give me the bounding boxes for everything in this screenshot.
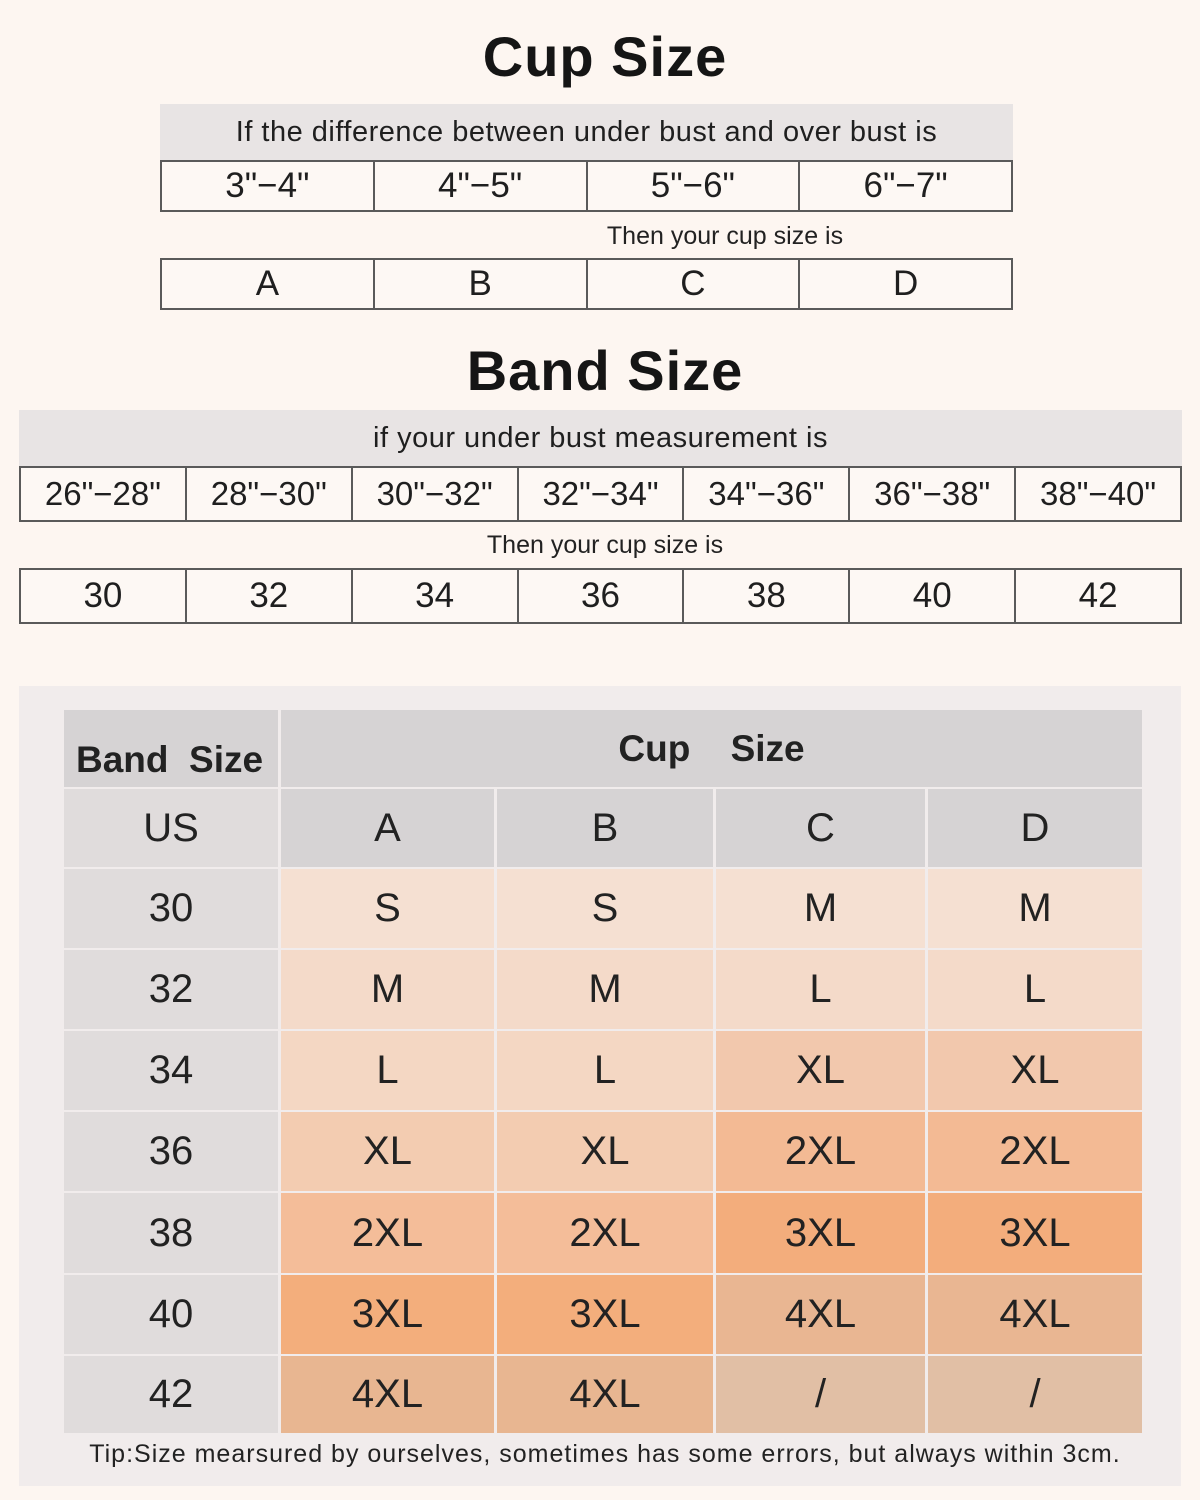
- cup-then-caption: Then your cup size is: [606, 222, 844, 250]
- size-cell: L: [281, 1031, 494, 1110]
- band-number-cell: 42: [1014, 570, 1180, 622]
- band-measurement-question: if your under bust measurement is: [19, 410, 1182, 466]
- cup-ranges-row: [160, 160, 1013, 212]
- band-number-cell: 36: [517, 570, 683, 622]
- band-number-cell: 32: [185, 570, 351, 622]
- cup-range-cell: 6"−7": [798, 162, 1011, 210]
- cup-column-header: D: [928, 789, 1142, 867]
- band-row-label: 32: [64, 950, 278, 1029]
- cup-difference-question: If the difference between under bust and over bust is: [160, 104, 1013, 160]
- size-cell: 3XL: [281, 1275, 494, 1354]
- size-cell: 2XL: [281, 1193, 494, 1273]
- band-range-cell: 26"−28": [44, 475, 161, 512]
- size-cell: 4XL: [497, 1356, 713, 1433]
- size-cell: 3XL: [497, 1275, 713, 1354]
- size-cell: L: [928, 950, 1142, 1029]
- band-size-title: Band Size: [466, 339, 744, 402]
- size-cell: 2XL: [497, 1193, 713, 1273]
- band-row-label: 30: [64, 869, 278, 948]
- band-row-label: 34: [64, 1031, 278, 1110]
- band-row-label: 38: [64, 1193, 278, 1273]
- size-cell: /: [928, 1356, 1142, 1433]
- size-table: [64, 710, 1136, 1424]
- size-cell: 4XL: [928, 1275, 1142, 1354]
- size-cell: XL: [281, 1112, 494, 1191]
- band-range-cell: 36"−38": [848, 468, 1014, 520]
- cup-size-title: Cup Size: [482, 25, 728, 88]
- band-row-label: 40: [64, 1275, 278, 1354]
- band-range-cell: 28"−30": [185, 468, 351, 520]
- tip-note: Tip:Size mearsured by ourselves, sometimes has some errors, but always within 3cm.: [89, 1440, 1121, 1468]
- size-cell: L: [497, 1031, 713, 1110]
- band-row-label: 42: [64, 1356, 278, 1433]
- cup-column-header: B: [497, 789, 713, 867]
- size-cell: 2XL: [928, 1112, 1142, 1191]
- band-range-cell: 32"−34": [517, 468, 683, 520]
- size-cell: XL: [497, 1112, 713, 1191]
- size-cell: 4XL: [281, 1356, 494, 1433]
- cup-range-cell: 5"−6": [586, 162, 799, 210]
- size-cell: L: [716, 950, 925, 1029]
- band-size-header: Band Size: [64, 710, 278, 787]
- cup-letter-cell: C: [586, 260, 799, 308]
- size-cell: M: [497, 950, 713, 1029]
- band-numbers-row: [19, 568, 1182, 624]
- band-range-cell: 38"−40": [1014, 468, 1180, 520]
- size-cell: /: [716, 1356, 925, 1433]
- band-range-cell: 34"−36": [682, 468, 848, 520]
- size-cell: M: [281, 950, 494, 1029]
- size-cell: 3XL: [716, 1193, 925, 1273]
- size-cell: XL: [928, 1031, 1142, 1110]
- cup-size-header: Cup Size: [281, 710, 1142, 787]
- cup-letter-cell: B: [373, 260, 586, 308]
- band-range-cell: 30"−32": [351, 468, 517, 520]
- cup-column-header: A: [281, 789, 494, 867]
- cup-column-header: C: [716, 789, 925, 867]
- size-cell: 3XL: [928, 1193, 1142, 1273]
- band-row-label: 36: [64, 1112, 278, 1191]
- size-cell: 4XL: [716, 1275, 925, 1354]
- band-then-caption: Then your cup size is: [486, 531, 724, 559]
- size-cell: S: [497, 869, 713, 948]
- cup-letters-row: [160, 258, 1013, 310]
- region-label: US: [64, 789, 278, 867]
- size-cell: 2XL: [716, 1112, 925, 1191]
- cup-range-cell: 4"−5": [373, 162, 586, 210]
- size-cell: S: [281, 869, 494, 948]
- cup-range-cell: 3"−4": [225, 166, 310, 205]
- size-cell: XL: [716, 1031, 925, 1110]
- size-cell: M: [928, 869, 1142, 948]
- cup-letter-cell: D: [798, 260, 1011, 308]
- band-number-cell: 38: [682, 570, 848, 622]
- cup-letter-cell: A: [255, 264, 280, 303]
- band-number-cell: 34: [351, 570, 517, 622]
- band-number-cell: 30: [83, 576, 123, 615]
- band-ranges-row: [19, 466, 1182, 522]
- size-cell: M: [716, 869, 925, 948]
- band-number-cell: 40: [848, 570, 1014, 622]
